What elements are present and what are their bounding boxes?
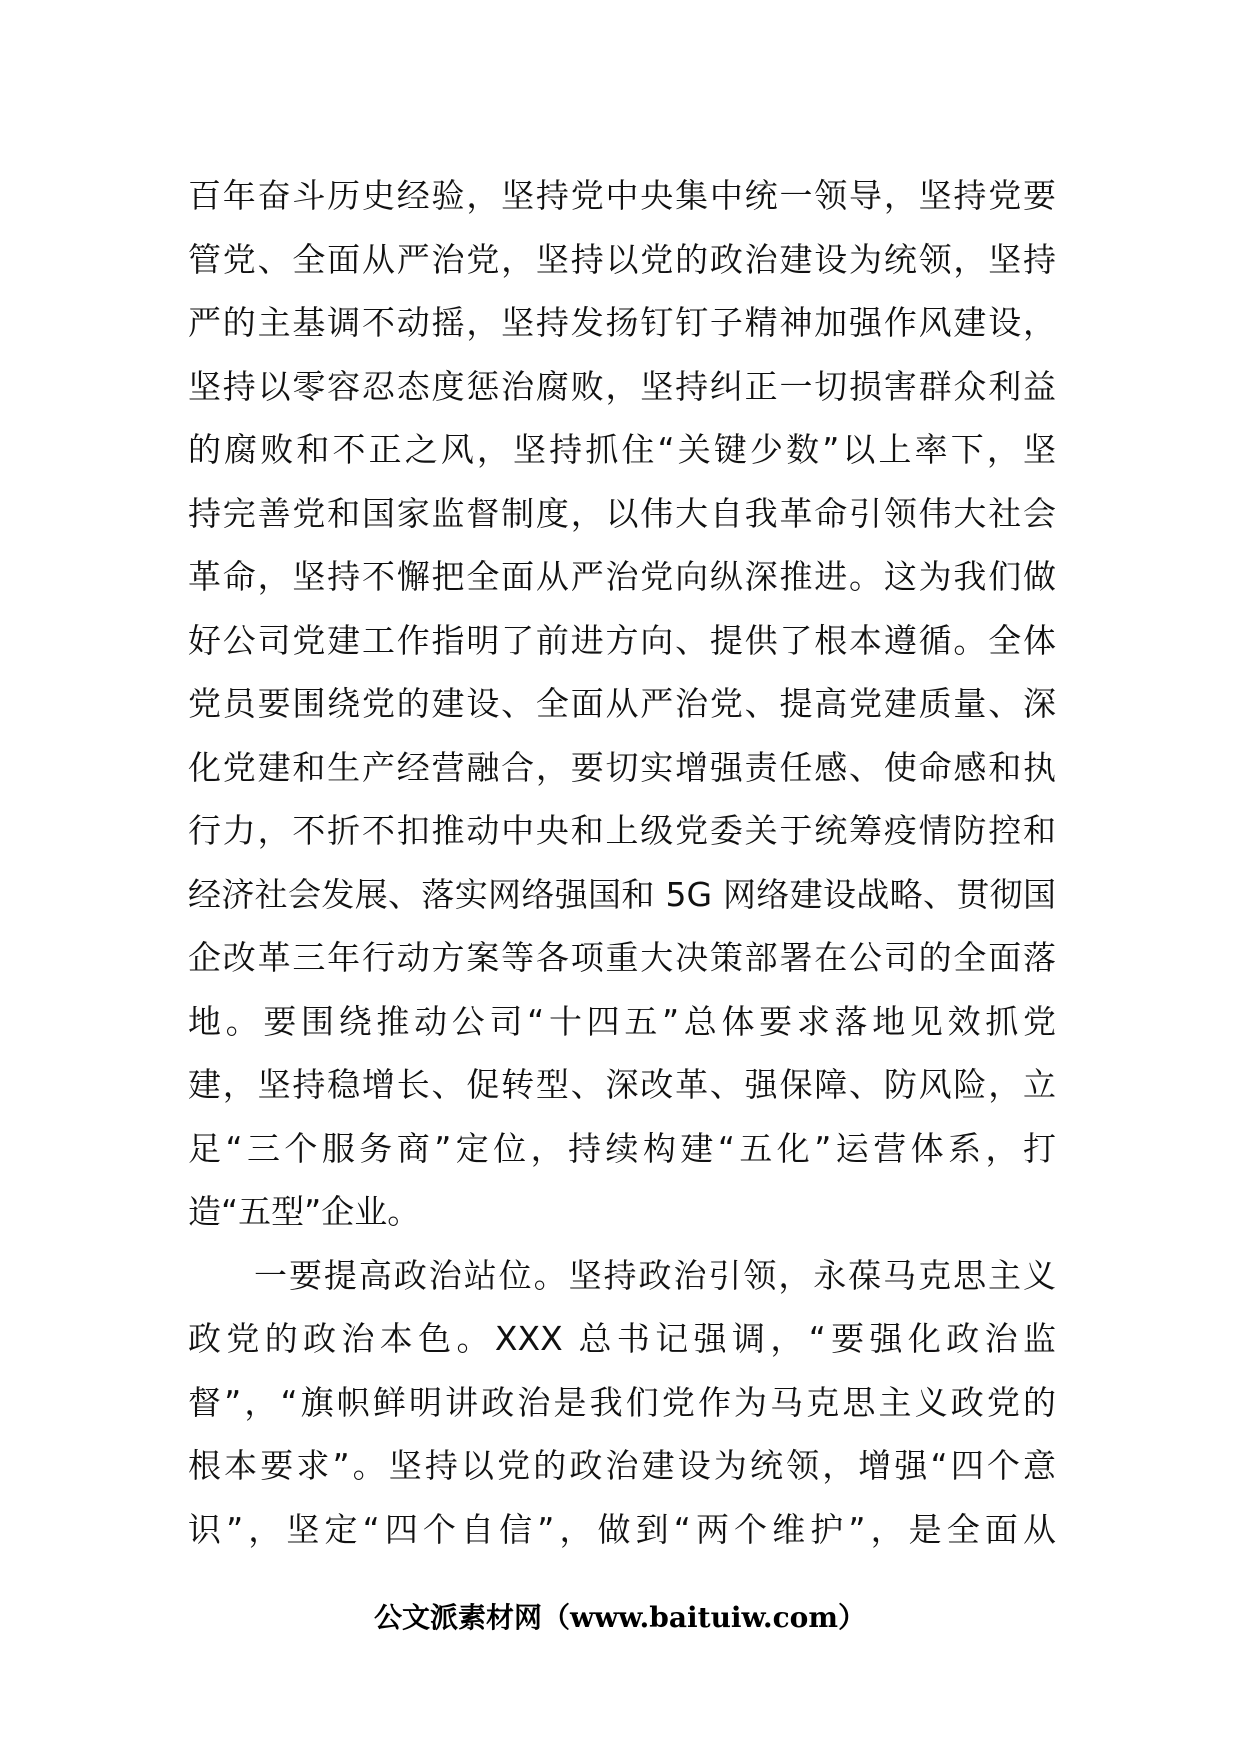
text-line: 识”，坚定“四个自信”，做到“两个维护”，是全面从 [188, 1509, 1056, 1549]
text-line: 企改革三年行动方案等各项重大决策部署在公司的全面落 [188, 938, 1056, 977]
text-line: 坚持以零容忍态度惩治腐败，坚持纠正一切损害群众利益 [188, 366, 1056, 406]
text-line: 革命，坚持不懈把全面从严治党向纵深推进。这为我们做 [188, 557, 1056, 596]
text-line: 持完善党和国家监督制度，以伟大自我革命引领伟大社会 [188, 493, 1056, 533]
document-body [188, 164, 1056, 1561]
text-line: 管党、全面从严治党，坚持以党的政治建设为统领，坚持 [188, 239, 1056, 279]
text-line: 好公司党建工作指明了前进方向、提供了根本遵循。全体 [188, 620, 1056, 660]
text-line: 政党的政治本色。XXX 总书记强调，“要强化政治监 [188, 1319, 1056, 1358]
footer-watermark-text: 公文派素材网（www.baituiw.com） [374, 1601, 866, 1634]
text-line: 根本要求”。坚持以党的政治建设为统领，增强“四个意 [188, 1446, 1056, 1485]
text-line: 足“三个服务商”定位，持续构建“五化”运营体系，打 [188, 1128, 1056, 1168]
text-line: 造“五型”企业。 [188, 1192, 421, 1231]
text-line: 行力，不折不扣推动中央和上级党委关于统筹疫情防控和 [188, 811, 1056, 850]
text-line: 一要提高政治站位。坚持政治引领，永葆马克思主义 [254, 1255, 1056, 1295]
text-line: 党员要围绕党的建设、全面从严治党、提高党建质量、深 [188, 684, 1056, 723]
text-line: 化党建和生产经营融合，要切实增强责任感、使命感和执 [188, 747, 1056, 787]
text-line: 严的主基调不动摇，坚持发扬钉钉子精神加强作风建设， [188, 303, 1056, 342]
text-line: 百年奋斗历史经验，坚持党中央集中统一领导，坚持党要 [188, 176, 1056, 215]
text-line: 建，坚持稳增长、促转型、深改革、强保障、防风险，立 [188, 1065, 1056, 1104]
text-line: 地。要围绕推动公司“十四五”总体要求落地见效抓党 [188, 1001, 1056, 1041]
text-line: 的腐败和不正之风，坚持抓住“关键少数”以上率下，坚 [188, 430, 1056, 469]
text-line: 经济社会发展、落实网络强国和 5G 网络建设战略、贯彻国 [188, 874, 1056, 914]
text-line: 督”，“旗帜鲜明讲政治是我们党作为马克思主义政党的 [188, 1382, 1056, 1422]
